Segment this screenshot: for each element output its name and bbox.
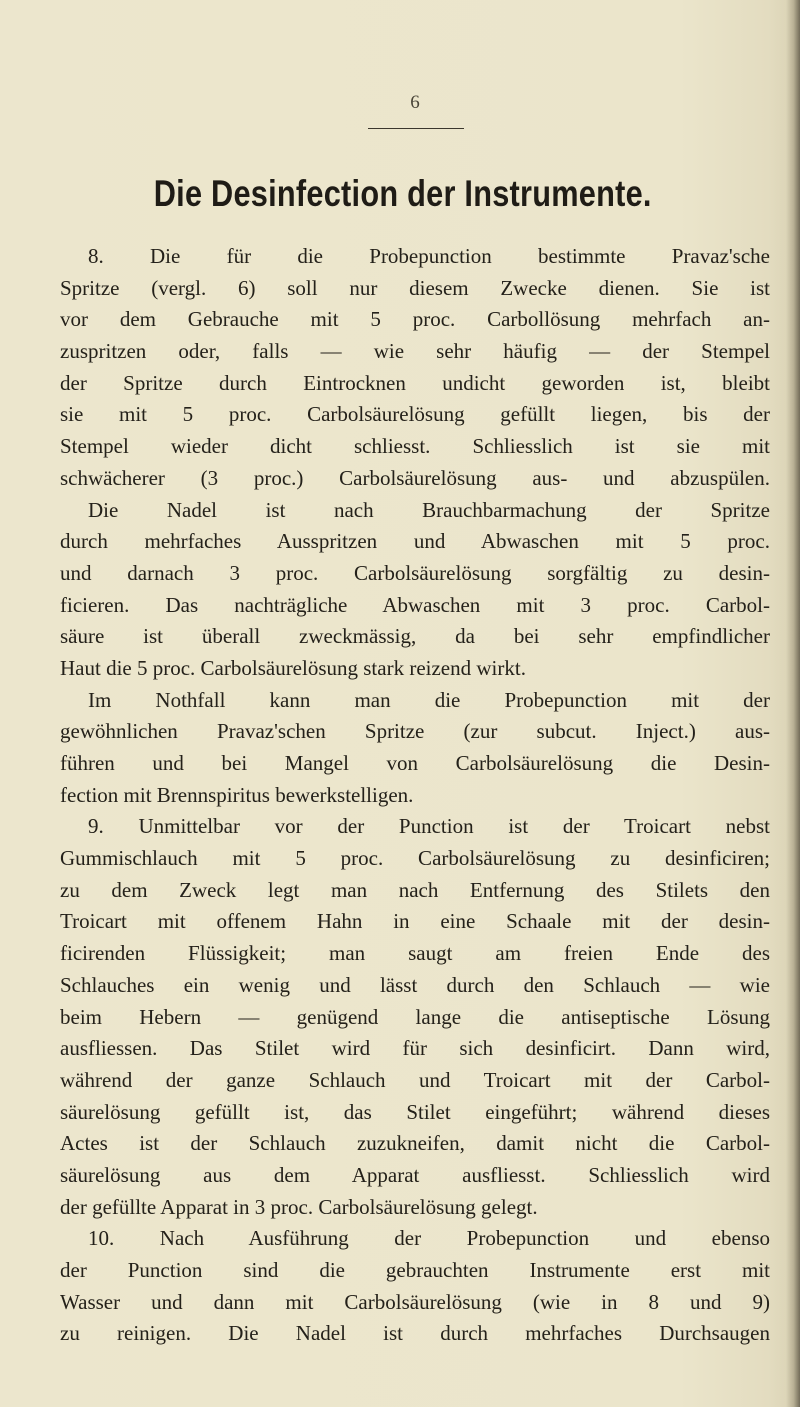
text-line: Im Nothfall kann man die Probepunction mit der: [88, 687, 770, 712]
text-line: gewöhnlichen Pravaz'schen Spritze (zur subcut. Inject.) aus-: [60, 719, 770, 744]
text-line: fection mit Brennspiritus bewerkstelligen.: [60, 782, 414, 807]
text-line: ausfliessen. Das Stilet wird für sich desinficirt. Dann wird,: [60, 1036, 770, 1061]
text-line: beim Hebern — genügend lange die antiseptische Lösung: [60, 1004, 770, 1029]
text-line: säurelösung gefüllt ist, das Stilet eingeführt; während dieses: [60, 1099, 770, 1124]
text-line: ficirenden Flüssigkeit; man saugt am freien Ende des: [60, 941, 770, 966]
text-line: Wasser und dann mit Carbolsäurelösung (wie in 8 und 9): [60, 1289, 770, 1314]
text-line: sie mit 5 proc. Carbolsäurelösung gefüllt liegen, bis der: [60, 402, 770, 427]
text-line: zu dem Zweck legt man nach Entfernung des Stilets den: [60, 877, 770, 902]
body-text: [60, 241, 770, 1350]
text-line: säure ist überall zweckmässig, da bei sehr empfindlicher: [60, 624, 770, 649]
text-line: zu reinigen. Die Nadel ist durch mehrfaches Durchsaugen: [60, 1321, 770, 1346]
text-line: vor dem Gebrauche mit 5 proc. Carbollösung mehrfach an-: [60, 307, 770, 332]
text-line: Spritze (vergl. 6) soll nur diesem Zwecke dienen. Sie ist: [60, 275, 770, 300]
section-title: Die Desinfection der Instrumente.: [153, 173, 652, 214]
text-line: Schlauches ein wenig und lässt durch den Schlauch — wie: [60, 972, 770, 997]
text-line: führen und bei Mangel von Carbolsäurelösung die Desin-: [60, 751, 770, 775]
text-line: während der ganze Schlauch und Troicart mit der Carbol-: [60, 1067, 770, 1092]
text-line: zuspritzen oder, falls — wie sehr häufig — der Stempel: [60, 339, 770, 364]
text-line: der Punction sind die gebrauchten Instrumente erst mit: [60, 1258, 770, 1282]
text-line: der Spritze durch Eintrocknen undicht geworden ist, bleibt: [60, 370, 770, 395]
text-line: Actes ist der Schlauch zuzukneifen, damit nicht die Carbol-: [60, 1131, 770, 1156]
text-line: Gummischlauch mit 5 proc. Carbolsäurelösung zu desinficiren;: [60, 846, 770, 871]
text-line: und darnach 3 proc. Carbolsäurelösung sorgfältig zu desin-: [60, 560, 770, 585]
text-line: durch mehrfaches Ausspritzen und Abwaschen mit 5 proc.: [60, 529, 770, 554]
text-line: säurelösung aus dem Apparat ausfliesst. Schliesslich wird: [60, 1162, 770, 1187]
page-number-rule: [368, 128, 464, 129]
text-line: Die Nadel ist nach Brauchbarmachung der Spritze: [88, 497, 770, 522]
page-number: 6: [410, 92, 420, 113]
text-line: 8. Die für die Probepunction bestimmte Pravaz'sche: [88, 244, 770, 268]
text-line: Haut die 5 proc. Carbolsäurelösung stark reizend wirkt.: [60, 655, 526, 680]
text-line: der gefüllte Apparat in 3 proc. Carbolsäurelösung gelegt.: [60, 1194, 538, 1219]
text-line: schwächerer (3 proc.) Carbolsäurelösung aus- und abzuspülen.: [60, 465, 770, 490]
text-line: 9. Unmittelbar vor der Punction ist der Troicart nebst: [88, 814, 770, 839]
page-edge-shadow: [786, 0, 800, 1407]
text-line: 10. Nach Ausführung der Probepunction und ebenso: [88, 1226, 770, 1251]
text-line: ficieren. Das nachträgliche Abwaschen mit 3 proc. Carbol-: [60, 592, 770, 617]
text-line: Stempel wieder dicht schliesst. Schliesslich ist sie mit: [60, 434, 770, 459]
text-line: Troicart mit offenem Hahn in eine Schaale mit der desin-: [60, 909, 770, 934]
